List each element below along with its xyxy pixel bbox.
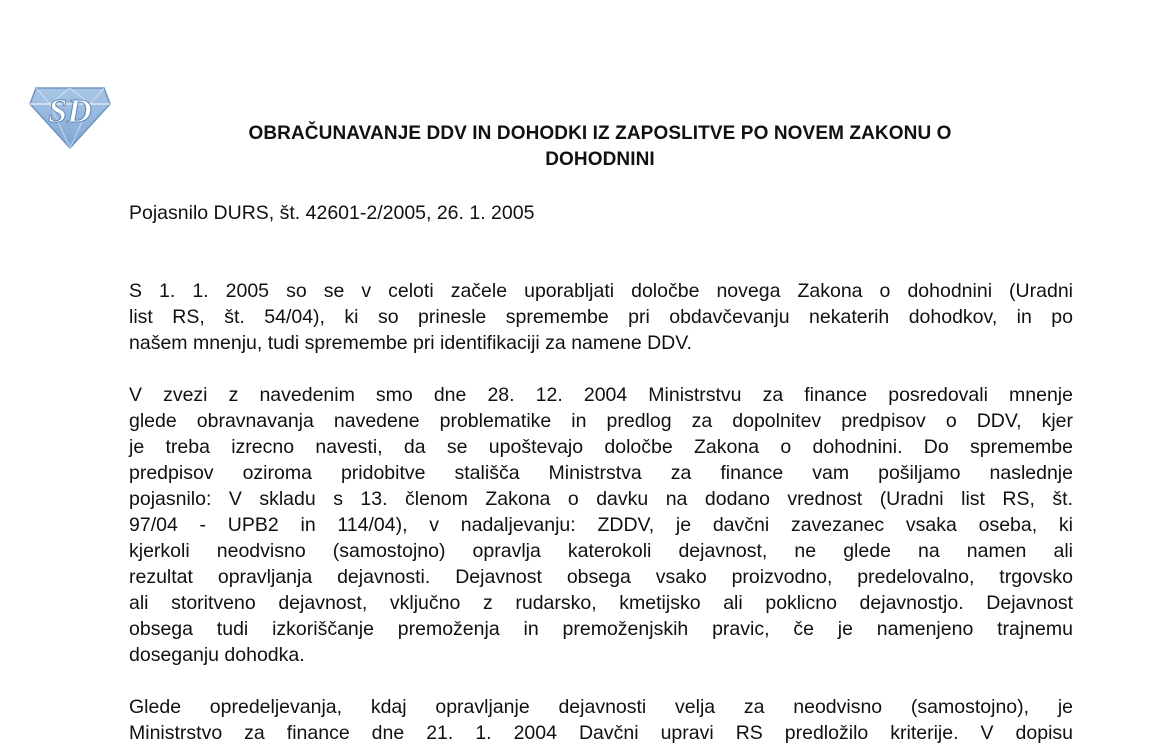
document-title-line: DOHODNINI (545, 149, 655, 170)
document-title (130, 121, 1070, 173)
paragraph-line: Ministrstvo za finance dne 21. 1. 2004 Davčni upravi RS predložilo kriterije. V dopisu (129, 722, 1073, 743)
paragraph-line: 97/04 - UPB2 in 114/04), v nadaljevanju: ZDDV, je davčni zavezanec vsaka oseba, ki (129, 514, 1073, 536)
paragraph (129, 382, 1073, 668)
document-reference: Pojasnilo DURS, št. 42601-2/2005, 26. 1. 2005 (129, 202, 535, 224)
paragraph-line: list RS, št. 54/04), ki so prinesle spremembe pri obdavčevanju nekaterih dohodkov, in po (129, 306, 1073, 328)
paragraph-line: Glede opredeljevanja, kdaj opravljanje dejavnosti velja za neodvisno (samostojno), je (129, 696, 1073, 718)
paragraph-line: rezultat opravljanja dejavnosti. Dejavnost obsega vsako proizvodno, predelovalno, trgovsko (129, 566, 1073, 588)
paragraph-line: našem mnenju, tudi spremembe pri identifikaciji za namene DDV. (129, 332, 692, 354)
paragraph-line: ali storitveno dejavnost, vključno z rudarsko, kmetijsko ali poklicno dejavnostjo. Dejavnost (129, 592, 1073, 614)
paragraph-line: glede obravnavanja navedene problematike in predlog za dopolnitev predpisov o DDV, kjer (129, 410, 1073, 432)
paragraph-line: kjerkoli neodvisno (samostojno) opravlja katerokoli dejavnost, ne glede na namen ali (129, 540, 1073, 562)
paragraph-line: doseganju dohodka. (129, 644, 305, 666)
sd-logo (28, 78, 112, 150)
paragraph-line: obsega tudi izkoriščanje premoženja in premoženjskih pravic, če je namenjeno trajnemu (129, 618, 1073, 640)
paragraph (129, 278, 1073, 356)
paragraph-line: V zvezi z navedenim smo dne 28. 12. 2004 Ministrstvu za finance posredovali mnenje (129, 384, 1073, 406)
paragraph-line: pojasnilo: V skladu s 13. členom Zakona o davku na dodano vrednost (Uradni list RS, št. (129, 488, 1073, 510)
paragraph-line: S 1. 1. 2005 so se v celoti začele uporabljati določbe novega Zakona o dohodnini (Uradni (129, 280, 1073, 302)
paragraph-line: je treba izrecno navesti, da se upoštevajo določbe Zakona o dohodnini. Do spremembe (129, 436, 1073, 458)
paragraph (129, 694, 1073, 743)
logo-text: SD (48, 93, 92, 130)
sd-diamond-logo-icon (28, 78, 112, 150)
paragraph-line: predpisov oziroma pridobitve stališča Ministrstva za finance vam pošiljamo naslednje (129, 462, 1073, 484)
document-title-line: OBRAČUNAVANJE DDV IN DOHODKI IZ ZAPOSLITVE PO NOVEM ZAKONU O (248, 123, 952, 144)
